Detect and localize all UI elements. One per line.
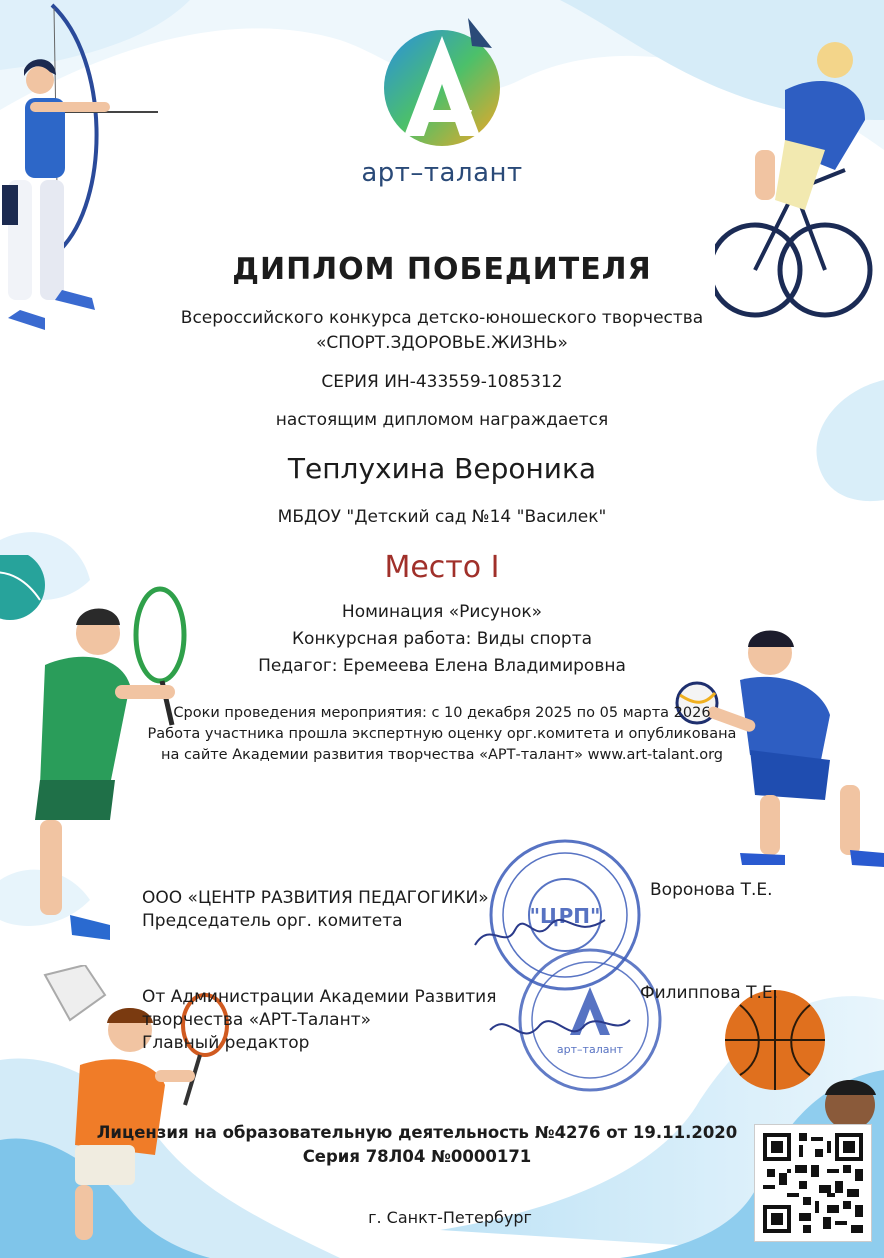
signer-1-name: Воронова Т.Е. xyxy=(650,880,773,900)
signer-2-name: Филиппова Т.Е. xyxy=(640,983,779,1003)
city-text: г. Санкт-Петербург xyxy=(368,1208,532,1227)
org2-line-1: От Администрации Академии Развития xyxy=(142,987,497,1007)
org1-name: ООО «ЦЕНТР РАЗВИТИЯ ПЕДАГОГИКИ» xyxy=(142,888,489,908)
org2-block xyxy=(142,986,496,1055)
teacher-name: Педагог: Еремеева Елена Владимировна xyxy=(258,656,626,676)
license-line-1: Лицензия на образовательную деятельность №4276 от 19.11.2020 xyxy=(96,1123,738,1142)
archer-illustration-icon xyxy=(0,0,170,345)
awarded-text: настоящим дипломом награждается xyxy=(275,410,609,430)
work-title: Конкурсная работа: Виды спорта xyxy=(291,629,593,649)
org1-block xyxy=(142,887,489,933)
signature-1-icon xyxy=(470,900,610,960)
signature-2-icon xyxy=(485,1005,635,1055)
crp-stamp-center-text: "ЦРП" xyxy=(529,904,601,928)
org1-position: Председатель орг. комитета xyxy=(142,911,403,931)
org2-line-2: творчества «АРТ-Талант» xyxy=(142,1010,372,1030)
event-dates: Сроки проведения мероприятия: с 10 декабря 2025 по 05 марта 2026 xyxy=(173,705,711,721)
nomination-text: Номинация «Рисунок» xyxy=(341,602,543,622)
series-number: СЕРИЯ ИН-433559-1085312 xyxy=(321,372,563,392)
qr-code[interactable] xyxy=(754,1124,872,1242)
license-line-2: Серия 78Л04 №0000171 xyxy=(302,1147,532,1166)
review-text: Работа участника прошла экспертную оценку орг.комитета и опубликована xyxy=(147,726,737,742)
logo-text: арт–талант xyxy=(361,158,523,188)
place-text: Место I xyxy=(384,550,500,585)
cyclist-illustration-icon xyxy=(715,30,884,345)
winner-organization: МБДОУ "Детский сад №14 "Василек" xyxy=(277,507,607,527)
winner-name: Теплухина Вероника xyxy=(287,452,597,485)
art-talant-stamp-center-text: арт–талант xyxy=(556,1043,624,1056)
published-text: на сайте Академии развития творчества «АРТ-талант» www.art-talant.org xyxy=(160,747,723,763)
diploma-title: ДИПЛОМ ПОБЕДИТЕЛЯ xyxy=(232,252,652,287)
qr-code-icon xyxy=(763,1133,863,1233)
art-talant-logo xyxy=(332,18,552,198)
art-talant-logo-icon xyxy=(382,18,502,158)
contest-line-2: «СПОРТ.ЗДОРОВЬЕ.ЖИЗНЬ» xyxy=(316,333,568,353)
contest-line-1: Всероссийского конкурса детско-юношеского творчества xyxy=(180,308,704,328)
license-block xyxy=(0,1121,859,1169)
org2-position: Главный редактор xyxy=(142,1033,310,1053)
